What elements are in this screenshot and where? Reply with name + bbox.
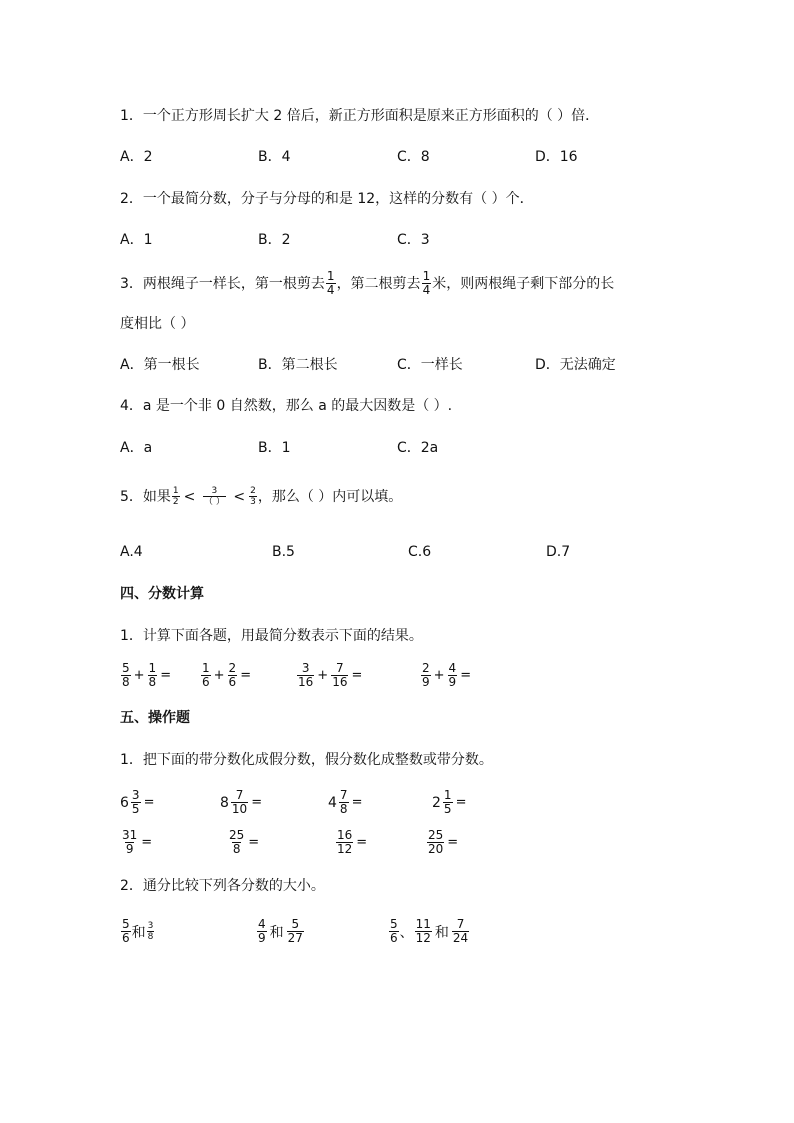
q5-option-d: D.7 bbox=[546, 544, 571, 560]
section-4-heading: 四、分数计算 bbox=[120, 586, 204, 602]
compare-group-3: $\frac{5}{6}$ 、 $\frac{11}{12}$ 和 $\frac{7}{24}$ bbox=[390, 917, 469, 945]
fraction: $\frac{3}{8}$ bbox=[147, 921, 154, 942]
q3-option-d: D．无法确定 bbox=[535, 357, 616, 373]
q4-option-c: C．2a bbox=[397, 440, 439, 456]
fraction: $\frac{7}{8}$ bbox=[339, 788, 348, 816]
fraction: $\frac{4}{9}$ bbox=[258, 917, 266, 945]
question-3 bbox=[120, 270, 614, 297]
q3-fraction-2: $\frac{1}{4}$ bbox=[422, 269, 431, 297]
q5-prefix: 5．如果 bbox=[120, 488, 171, 505]
fraction: $\frac{5}{27}$ bbox=[287, 917, 303, 945]
q3-fraction-1: $\frac{1}{4}$ bbox=[326, 269, 335, 297]
section-5-question-2: 2．通分比较下列各分数的大小。 bbox=[120, 878, 325, 894]
improper-fraction-3: $\frac{16}{12}$ = bbox=[337, 828, 368, 856]
question-4: 4．a 是一个非 0 自然数，那么 a 的最大因数是（ ）. bbox=[120, 398, 453, 414]
section-5-heading: 五、操作题 bbox=[120, 710, 190, 726]
fraction: $\frac{16}{12}$ bbox=[337, 828, 353, 856]
q2-option-b: B．2 bbox=[258, 232, 291, 248]
q2-option-a: A．1 bbox=[120, 232, 153, 248]
mixed-number-2: 8 $\frac{7}{10}$ = bbox=[220, 788, 263, 816]
fraction: $\frac{3}{5}$ bbox=[131, 788, 140, 816]
compare-pair-1: $\frac{5}{6}$ 和 $\frac{3}{8}$ bbox=[122, 917, 154, 945]
fraction: $\frac{2}{9}$ bbox=[422, 661, 430, 689]
q5-option-a: A.4 bbox=[120, 544, 143, 560]
q4-option-b: B．1 bbox=[258, 440, 291, 456]
mixed-number-1: 6 $\frac{3}{5}$ = bbox=[120, 788, 155, 816]
q3-part1: 3．两根绳子一样长，第一根剪去 bbox=[120, 275, 325, 292]
q1-option-d: D．16 bbox=[535, 149, 578, 165]
q1-option-b: B．4 bbox=[258, 149, 291, 165]
question-5 bbox=[120, 486, 402, 507]
improper-fraction-1: $\frac{31}{9}$ = bbox=[122, 828, 153, 856]
fraction: $\frac{7}{16}$ bbox=[332, 661, 348, 689]
q4-option-a: A．a bbox=[120, 440, 153, 456]
q5-less-than-1: < bbox=[183, 488, 196, 505]
mixed-number-3: 4 $\frac{7}{8}$ = bbox=[328, 788, 363, 816]
q1-option-a: A．2 bbox=[120, 149, 153, 165]
fraction: $\frac{25}{8}$ bbox=[229, 828, 245, 856]
q5-option-c: C.6 bbox=[408, 544, 432, 560]
q3-option-b: B．第二根长 bbox=[258, 357, 338, 373]
sum-expression-2: $\frac{1}{6}$ + $\frac{2}{6}$ = bbox=[202, 661, 252, 689]
q3-option-c: C．一样长 bbox=[397, 357, 463, 373]
section-4-question-1: 1．计算下面各题，用最简分数表示下面的结果。 bbox=[120, 628, 423, 644]
fraction: $\frac{5}{8}$ bbox=[122, 661, 130, 689]
sum-expression-1: $\frac{5}{8}$ + $\frac{1}{8}$ = bbox=[122, 661, 172, 689]
question-3-line2: 度相比（ ） bbox=[120, 316, 195, 332]
fraction: $\frac{31}{9}$ bbox=[122, 828, 138, 856]
q1-option-c: C．8 bbox=[397, 149, 430, 165]
fraction: $\frac{5}{6}$ bbox=[390, 917, 398, 945]
sum-expression-4: $\frac{2}{9}$ + $\frac{4}{9}$ = bbox=[422, 661, 472, 689]
mixed-number-4: 2 $\frac{1}{5}$ = bbox=[432, 788, 467, 816]
q5-suffix: ，那么（ ）内可以填。 bbox=[257, 488, 403, 505]
q5-option-b: B.5 bbox=[272, 544, 295, 560]
fraction: $\frac{1}{5}$ bbox=[443, 788, 452, 816]
fraction: $\frac{3}{16}$ bbox=[298, 661, 314, 689]
fraction: $\frac{4}{9}$ bbox=[448, 661, 457, 689]
improper-fraction-4: $\frac{25}{20}$ = bbox=[428, 828, 459, 856]
fraction: $\frac{2}{6}$ bbox=[228, 661, 237, 689]
section-5-question-1: 1．把下面的带分数化成假分数，假分数化成整数或带分数。 bbox=[120, 752, 493, 768]
q5-less-than-2: < bbox=[233, 488, 246, 505]
q3-part2: ，第二根剪去 bbox=[336, 275, 421, 292]
fraction: $\frac{5}{6}$ bbox=[122, 917, 130, 945]
q3-part3: 米，则两根绳子剩下部分的长 bbox=[432, 275, 615, 292]
fraction: $\frac{1}{6}$ bbox=[202, 661, 210, 689]
q5-fraction-1: $\frac{1}{2}$ bbox=[172, 486, 179, 507]
fraction: $\frac{11}{12}$ bbox=[415, 917, 431, 945]
question-2: 2．一个最简分数，分子与分母的和是 12，这样的分数有（ ）个． bbox=[120, 191, 534, 207]
fraction: $\frac{7}{10}$ bbox=[231, 788, 248, 816]
fraction: $\frac{25}{20}$ bbox=[428, 828, 444, 856]
compare-pair-2: $\frac{4}{9}$ 和 $\frac{5}{27}$ bbox=[258, 917, 303, 945]
fraction: $\frac{1}{8}$ bbox=[148, 661, 157, 689]
q5-fraction-2: $\frac{3}{( )}$ bbox=[203, 486, 225, 507]
q2-option-c: C．3 bbox=[397, 232, 430, 248]
q5-fraction-3: $\frac{2}{3}$ bbox=[250, 486, 256, 507]
improper-fraction-2: $\frac{25}{8}$ = bbox=[229, 828, 260, 856]
q3-option-a: A．第一根长 bbox=[120, 357, 200, 373]
fraction: $\frac{7}{24}$ bbox=[452, 917, 469, 945]
sum-expression-3: $\frac{3}{16}$ + $\frac{7}{16}$ = bbox=[298, 661, 363, 689]
question-1: 1．一个正方形周长扩大 2 倍后，新正方形面积是原来正方形面积的（ ）倍． bbox=[120, 108, 600, 124]
